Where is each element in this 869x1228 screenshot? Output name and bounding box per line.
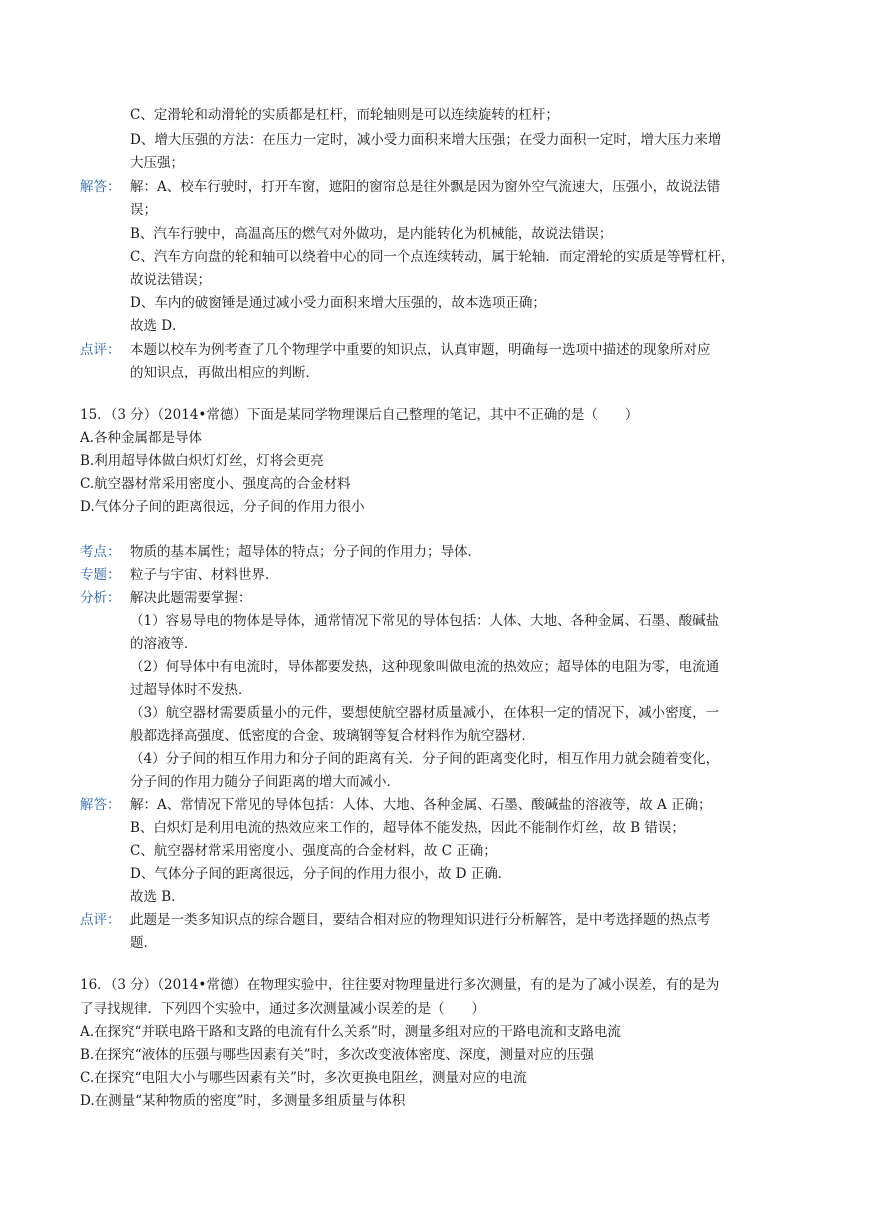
q15-fenxi-2-line1: （2）何导体中有电流时，导体都要发热，这种现象叫做电流的热效应；超导体的电阻为零，电流通: [130, 659, 720, 675]
q15-stem: 15．（3 分）（2014•常德）下面是某同学物理课后自己整理的笔记，其中不正确的是（ ）: [80, 407, 639, 423]
q15-answer-c: C、航空器材常采用密度小、强度高的合金材料，故 C 正确；: [130, 843, 497, 859]
q14-comment-line1: 本题以校车为例考查了几个物理学中重要的知识点，认真审题，明确每一选项中描述的现象所对应: [130, 342, 711, 358]
q15-fenxi-2-line2: 过超导体时不发热．: [130, 682, 252, 698]
q15-comment-label: 点评：: [80, 912, 121, 928]
q15-comment-line1: 此题是一类多知识点的综合题目，要结合相对应的物理知识进行分析解答，是中考选择题的热点考: [130, 912, 711, 928]
q15-answer-b: B、白炽灯是利用电流的热效应来工作的，超导体不能发热，因此不能制作灯丝，故 B 错误；: [130, 820, 685, 836]
q14-answer-a-line1: 解：A、校车行驶时，打开车窗，遮阳的窗帘总是往外飘是因为窗外空气流速大，压强小，故说法错: [130, 179, 721, 195]
q14-answer-c-line1: C、汽车方向盘的轮和轴可以绕着中心的同一个点连续转动，属于轮轴．而定滑轮的实质是等臂杠杆，: [130, 249, 735, 265]
q14-answer-choice: 故选 D．: [130, 318, 186, 334]
q15-fenxi-intro: 解决此题需要掌握：: [130, 590, 252, 606]
q15-answer-choice: 故选 B．: [130, 889, 185, 905]
q15-fenxi-4-line1: （4）分子间的相互作用力和分子间的距离有关．分子间的距离变化时，相互作用力就会随着变化，: [130, 751, 720, 767]
q15-fenxi-4-line2: 分子间的作用力随分子间距离的增大而减小．: [130, 774, 400, 790]
q14-answer-b: B、汽车行驶中，高温高压的燃气对外做功，是内能转化为机械能，故说法错误；: [130, 226, 613, 242]
q15-option-d: D.气体分子间的距离很远，分子间的作用力很小: [80, 499, 365, 515]
q15-zhuanti-label: 专题：: [80, 567, 121, 583]
q15-comment-line2: 题．: [130, 935, 157, 951]
q16-stem-line2: 了寻找规律．下列四个实验中，通过多次测量减小误差的是（ ）: [80, 1001, 485, 1017]
q14-answer-label: 解答：: [80, 179, 121, 195]
q15-option-c: C.航空器材常采用密度小、强度高的合金材料: [80, 476, 351, 492]
q15-kaodian: 物质的基本属性；超导体的特点；分子间的作用力；导体．: [130, 544, 481, 560]
q16-option-c: C.在探究“电阻大小与哪些因素有关”时，多次更换电阻丝，测量对应的电流: [80, 1070, 527, 1086]
q14-analysis-d-line2: 大压强；: [130, 155, 184, 171]
q15-option-b: B.利用超导体做白炽灯灯丝，灯将会更亮: [80, 453, 324, 469]
q14-comment-label: 点评：: [80, 342, 121, 358]
q15-fenxi-1-line2: 的溶液等．: [130, 636, 198, 652]
q14-answer-d: D、车内的破窗锤是通过减小受力面积来增大压强的，故本选项正确；: [130, 295, 546, 311]
q16-option-d: D.在测量“某种物质的密度”时，多测量多组质量与体积: [80, 1093, 406, 1109]
q15-option-a: A.各种金属都是导体: [80, 430, 203, 446]
q14-answer-a-line2: 误；: [130, 202, 157, 218]
q14-answer-c-line2: 故说法错误；: [130, 272, 211, 288]
q15-fenxi-label: 分析：: [80, 590, 121, 606]
q14-analysis-d-line1: D、增大压强的方法：在压力一定时，减小受力面积来增大压强；在受力面积一定时，增大压力来增: [130, 132, 722, 148]
q15-answer-d: D、气体分子间的距离很远，分子间的作用力很小，故 D 正确．: [130, 866, 512, 882]
q14-comment-line2: 的知识点，再做出相应的判断．: [130, 365, 319, 381]
q14-analysis-c: C、定滑轮和动滑轮的实质都是杠杆，而轮轴则是可以连续旋转的杠杆；: [130, 107, 559, 123]
q15-fenxi-1-line1: （1）容易导电的物体是导体，通常情况下常见的导体包括：人体、大地、各种金属、石墨、酸碱盐: [130, 613, 720, 629]
q15-fenxi-3-line2: 般都选择高强度、低密度的合金、玻璃钢等复合材料作为航空器材．: [130, 728, 535, 744]
q15-kaodian-label: 考点：: [80, 544, 121, 560]
q16-option-b: B.在探究“液体的压强与哪些因素有关”时，多次改变液体密度、深度，测量对应的压强: [80, 1047, 595, 1063]
q16-stem-line1: 16．（3 分）（2014•常德）在物理实验中，往往要对物理量进行多次测量，有的是为了减小误差，有的是为: [80, 977, 720, 993]
q15-answer-label: 解答：: [80, 797, 121, 813]
q15-zhuanti: 粒子与宇宙、材料世界．: [130, 567, 279, 583]
q15-answer-a: 解：A、常情况下常见的导体包括：人体、大地、各种金属、石墨、酸碱盐的溶液等，故 A 正确；: [130, 797, 712, 813]
q15-fenxi-3-line1: （3）航空器材需要质量小的元件，要想使航空器材质量减小，在体积一定的情况下，减小密度，一: [130, 705, 720, 721]
q16-option-a: A.在探究“并联电路干路和支路的电流有什么关系”时，测量多组对应的干路电流和支路电流: [80, 1024, 621, 1040]
